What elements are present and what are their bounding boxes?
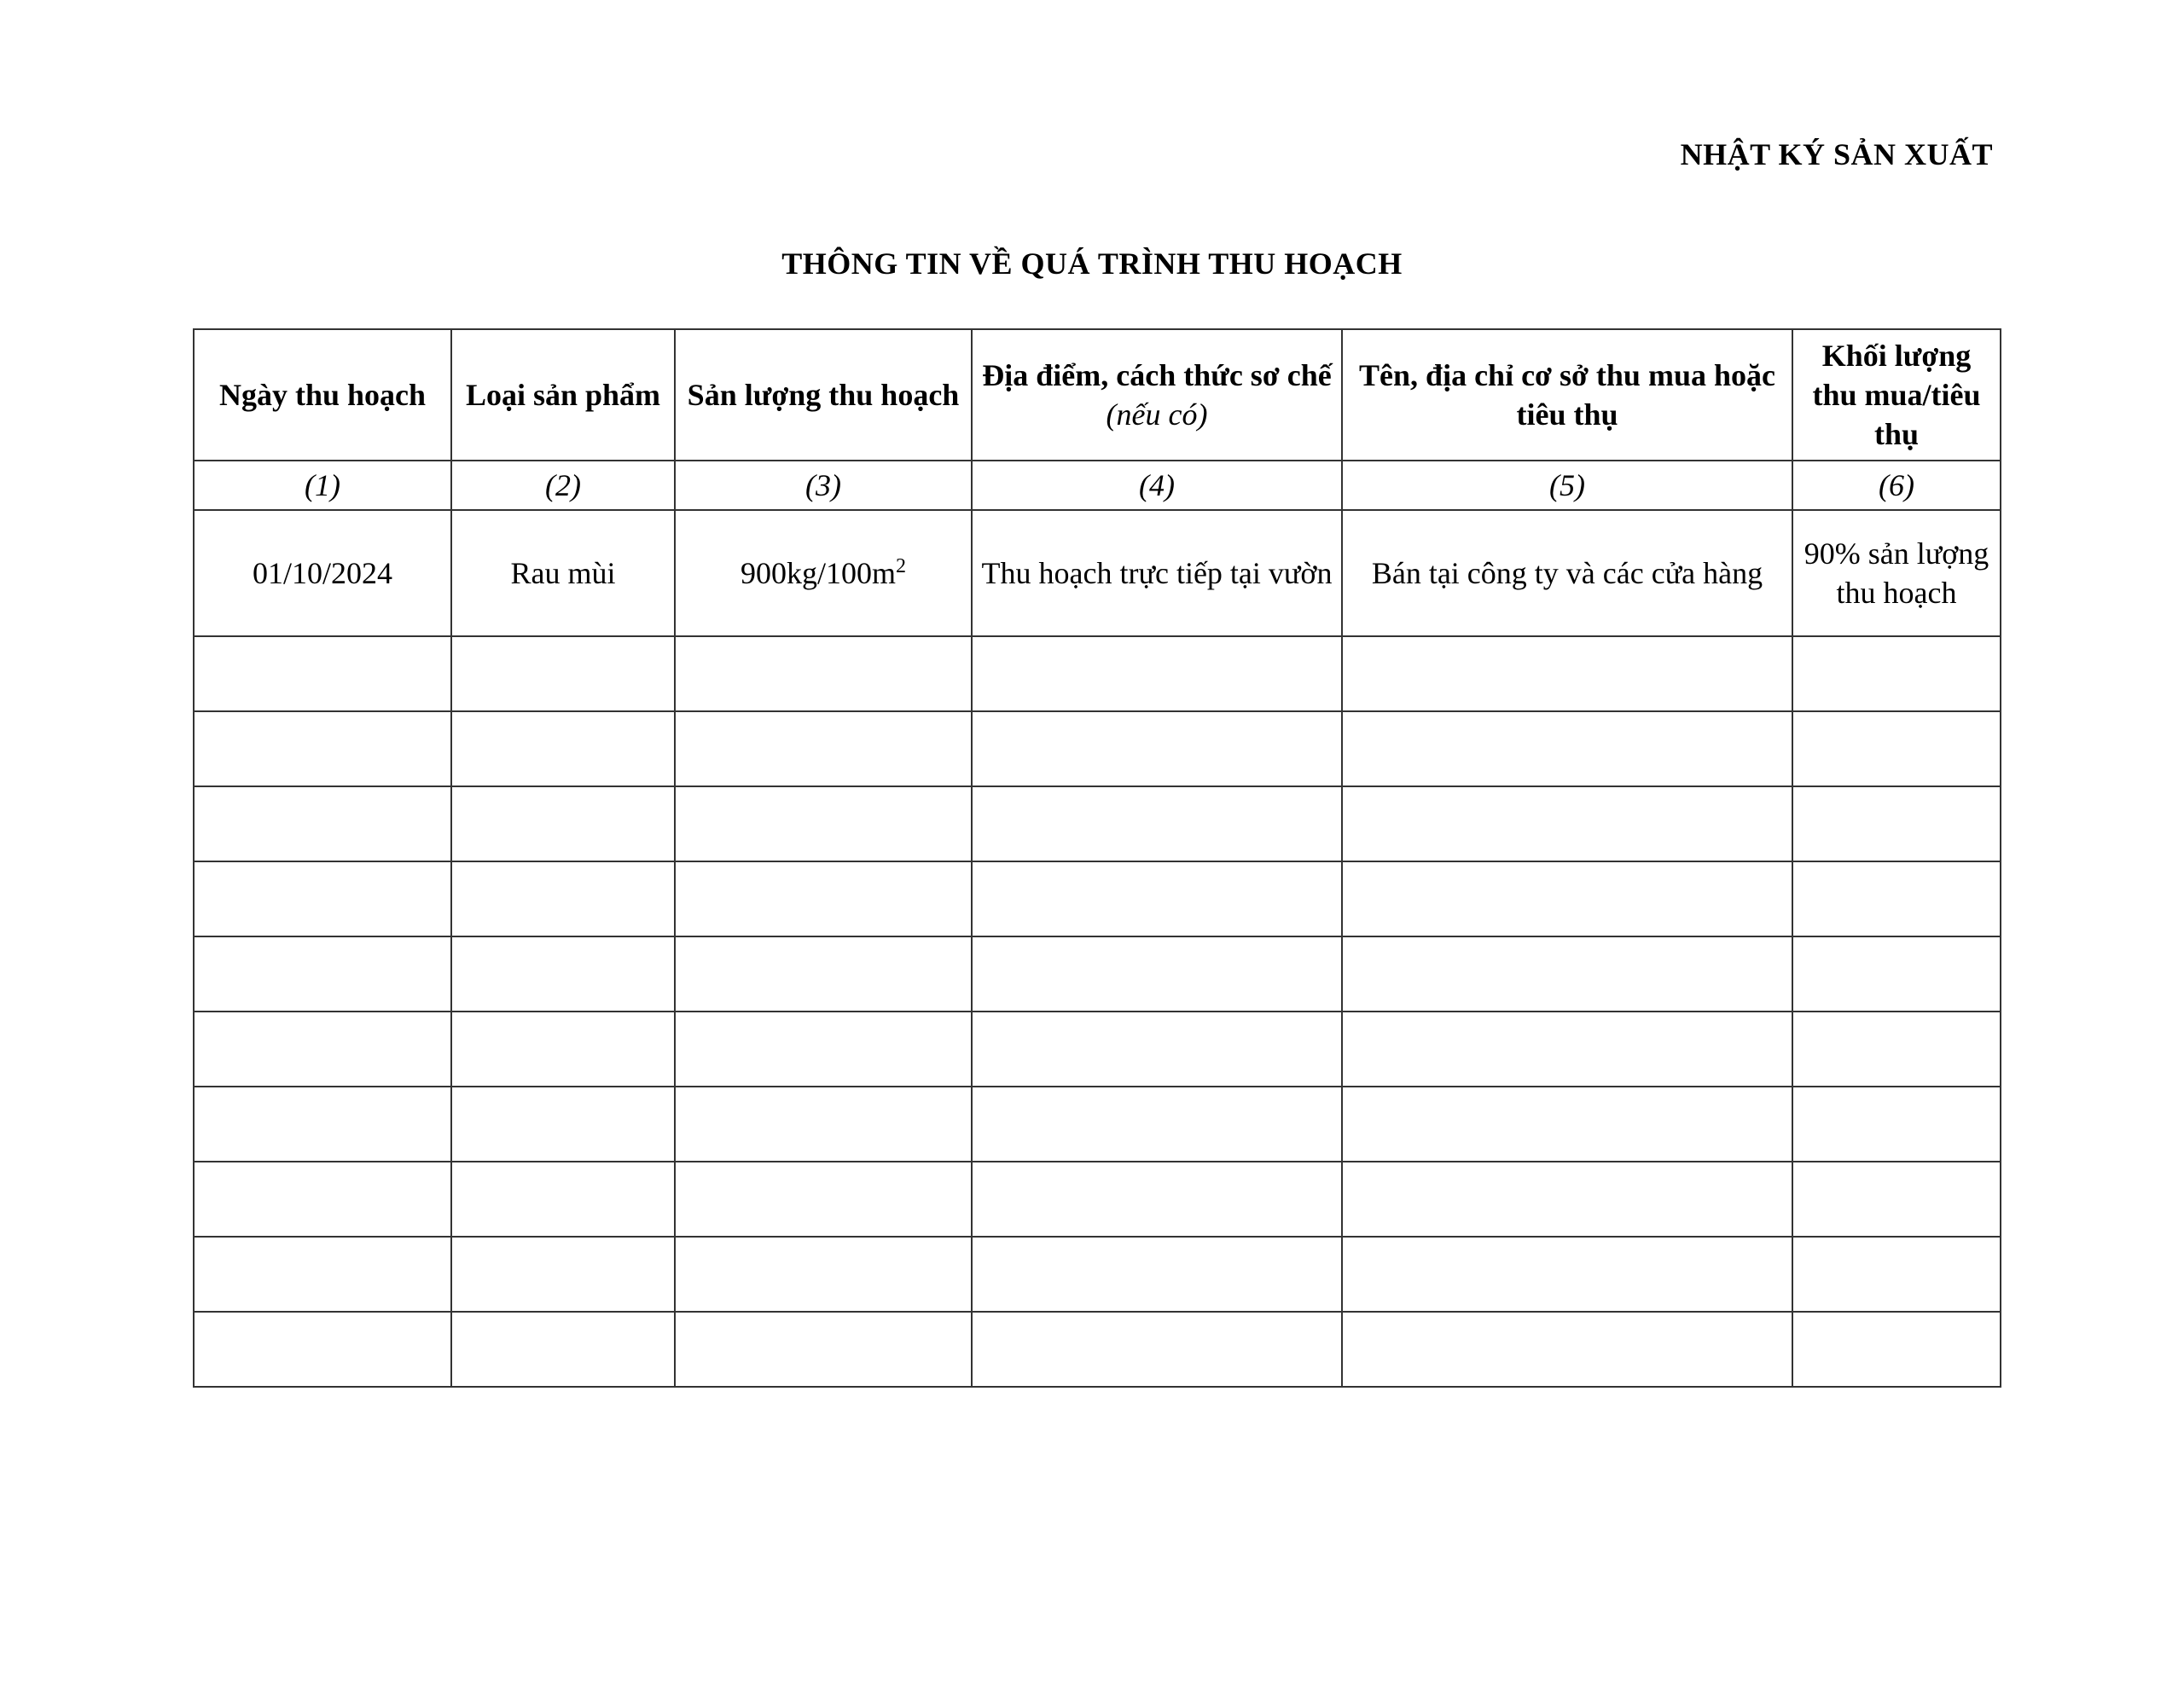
empty-cell: [194, 1162, 451, 1237]
column-header-product-type: [451, 329, 675, 461]
empty-cell: [675, 936, 972, 1012]
column-number: (2): [451, 461, 675, 510]
column-header-harvest-date: [194, 329, 451, 461]
empty-cell: [1792, 1312, 2001, 1387]
empty-cell: [972, 786, 1342, 861]
empty-cell: [675, 711, 972, 786]
cell-processing-location: Thu hoạch trực tiếp tại vườn: [972, 510, 1342, 636]
empty-cell: [194, 1312, 451, 1387]
empty-cell: [1342, 786, 1792, 861]
table-row-empty: [194, 786, 2001, 861]
empty-cell: [1792, 861, 2001, 936]
column-header-label: Ngày thu hoạch: [218, 378, 427, 412]
table-row-empty: [194, 936, 2001, 1012]
empty-cell: [1792, 1162, 2001, 1237]
empty-cell: [675, 1312, 972, 1387]
empty-cell: [1342, 1312, 1792, 1387]
empty-cell: [451, 786, 675, 861]
column-header-buyer: [1342, 329, 1792, 461]
empty-cell: [675, 786, 972, 861]
table-row-empty: [194, 1237, 2001, 1312]
empty-cell: [1792, 1087, 2001, 1162]
document-header: NHẬT KÝ SẢN XUẤT: [1680, 137, 1993, 171]
empty-cell: [194, 636, 451, 711]
empty-cell: [194, 1087, 451, 1162]
column-header-label: Tên, địa chỉ cơ sở thu mua hoặc tiêu thụ: [1359, 358, 1775, 432]
empty-cell: [675, 861, 972, 936]
column-header-volume: [1792, 329, 2001, 461]
table-row-empty: [194, 861, 2001, 936]
empty-cell: [1342, 1162, 1792, 1237]
column-header-label: Khối lượng thu mua/tiêu thụ: [1812, 339, 1981, 451]
column-number-row: [194, 461, 2001, 510]
empty-cell: [675, 636, 972, 711]
empty-cell: [972, 711, 1342, 786]
empty-cell: [972, 636, 1342, 711]
empty-cell: [451, 711, 675, 786]
empty-cell: [451, 1012, 675, 1087]
table-row-empty: [194, 636, 2001, 711]
empty-cell: [1792, 636, 2001, 711]
cell-harvest-date: 01/10/2024: [194, 510, 451, 636]
empty-cell: [972, 1012, 1342, 1087]
empty-cell: [972, 1237, 1342, 1312]
column-number: (6): [1792, 461, 2001, 510]
empty-cell: [675, 1237, 972, 1312]
empty-cell: [1342, 1012, 1792, 1087]
column-header-harvest-yield: [675, 329, 972, 461]
table-row-empty: [194, 1012, 2001, 1087]
column-number: (1): [194, 461, 451, 510]
empty-cell: [972, 1087, 1342, 1162]
empty-cell: [1342, 636, 1792, 711]
cell-buyer: Bán tại công ty và các cửa hàng: [1342, 510, 1792, 636]
empty-cell: [194, 1237, 451, 1312]
empty-cell: [194, 711, 451, 786]
empty-cell: [451, 1162, 675, 1237]
empty-cell: [194, 786, 451, 861]
empty-cell: [972, 861, 1342, 936]
column-header-note: (nếu có): [1106, 397, 1208, 432]
empty-cell: [451, 1087, 675, 1162]
empty-cell: [675, 1162, 972, 1237]
empty-cell: [194, 861, 451, 936]
empty-cell: [451, 936, 675, 1012]
empty-cell: [451, 861, 675, 936]
empty-cell: [972, 936, 1342, 1012]
empty-cell: [1792, 936, 2001, 1012]
column-number: (3): [675, 461, 972, 510]
empty-cell: [194, 1012, 451, 1087]
column-header-processing-location: [972, 329, 1342, 461]
empty-cell: [675, 1012, 972, 1087]
yield-unit-exponent: 2: [896, 555, 906, 577]
empty-cell: [972, 1312, 1342, 1387]
column-header-label: Sản lượng thu hoạch: [687, 378, 960, 412]
cell-harvest-yield: [675, 510, 972, 636]
empty-cell: [451, 636, 675, 711]
yield-value: 900kg/100m: [740, 556, 896, 590]
empty-cell: [1342, 861, 1792, 936]
cell-volume: 90% sản lượng thu hoạch: [1792, 510, 2001, 636]
empty-cell: [451, 1312, 675, 1387]
empty-cell: [451, 1237, 675, 1312]
empty-cell: [1792, 1237, 2001, 1312]
empty-cell: [1342, 711, 1792, 786]
page-title: THÔNG TIN VỀ QUÁ TRÌNH THU HOẠCH: [781, 246, 1403, 281]
empty-cell: [1792, 786, 2001, 861]
table-row-empty: [194, 711, 2001, 786]
table-row-empty: [194, 1087, 2001, 1162]
empty-cell: [1342, 936, 1792, 1012]
empty-cell: [1792, 1012, 2001, 1087]
table-row-empty: [194, 1312, 2001, 1387]
column-header-label: Địa điểm, cách thức sơ chế: [982, 358, 1332, 392]
empty-cell: [1342, 1087, 1792, 1162]
empty-cell: [972, 1162, 1342, 1237]
empty-cell: [675, 1087, 972, 1162]
column-number: (4): [972, 461, 1342, 510]
empty-cell: [1792, 711, 2001, 786]
table-row-empty: [194, 1162, 2001, 1237]
table-row: [194, 510, 2001, 636]
harvest-table: [193, 328, 2001, 1388]
empty-cell: [194, 936, 451, 1012]
empty-cell: [1342, 1237, 1792, 1312]
column-header-label: Loại sản phẩm: [465, 378, 661, 412]
table-header-row: [194, 329, 2001, 461]
cell-product-type: Rau mùi: [451, 510, 675, 636]
column-number: (5): [1342, 461, 1792, 510]
